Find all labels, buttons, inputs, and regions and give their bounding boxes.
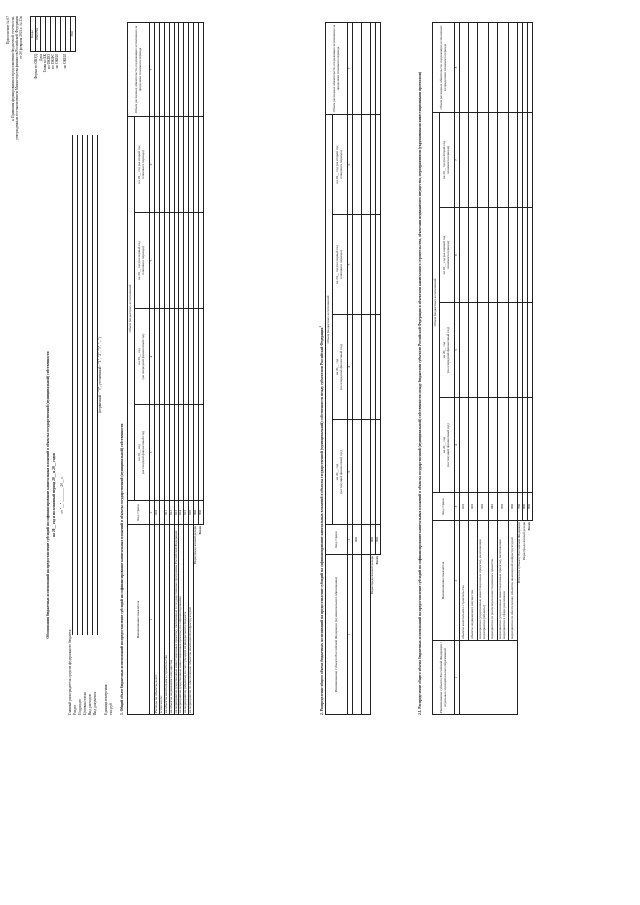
reserve-row: Нераспределенный резерв 800 [194, 23, 199, 715]
table-row: мероприятия (укрупненные инвестиционные проекты), включающие мероприятия (объекты) 030 [477, 23, 488, 715]
form-code: 0505790 [36, 17, 41, 52]
col-header-sub: (на очередной финансовый год) [141, 333, 145, 380]
col-header: на 20__ год [442, 436, 447, 454]
col-number: 6 [348, 115, 353, 215]
form-label: Форма по ОКУД [34, 54, 38, 80]
col-number: 4 [348, 315, 353, 420]
col-header-sub: (на текущий финансовый год) [446, 423, 450, 467]
col-header: на 20__ год (на первый год [442, 235, 447, 275]
table-row: мероприятия по реализации инвестиционных проектов 040 [488, 23, 497, 715]
document-date: от "__" ________ 20__ г. [60, 476, 64, 514]
col-header: Объем расходных обязательств, подлежащих исполнению за пределами планового периода [326, 23, 348, 115]
col-number: 8 [455, 23, 460, 113]
section3-title: 2.1. Распределение общего объема бюджетных ассигнований на предоставление субсидий на софинансирование капитальных вложений в объекты государственной (муниципальной) собственности между бюджетами субъектов Российской Федерации и объектами капитального строительства, объектами недвижимого имущества, мероприятиями (укрупненными инвестиционными проектами) [418, 72, 422, 715]
col-header: на 20__ год (на первый год [335, 245, 340, 284]
section2-table [325, 22, 381, 715]
col-header: Объем расходных обязательств, подлежащих исполнению за пределами планового периода [128, 23, 150, 117]
col-header: Наименование субъекта Российской Федерации (муниципального образования) [326, 555, 348, 715]
col-number: 2 [150, 501, 155, 525]
table-row: объекты капитального строительства 010 [459, 23, 468, 715]
appendix-line: от 20 февраля 2024 г. № 23н [19, 16, 23, 59]
table-row: мероприятия по обеспечению объектов инженерной инфраструктурой 060 [508, 23, 517, 715]
section3-table [432, 22, 533, 715]
table-row: на мероприятия (укрупненные инвестиционные проекты), включенные в государственные программы Российской Федерации 013 [174, 23, 179, 715]
footnote-mark: 1 [318, 326, 322, 328]
table-row: объекты недвижимого имущества 020 [468, 23, 477, 715]
field-label: Целевая статья [83, 692, 87, 715]
col-number: 5 [348, 215, 353, 315]
field-label: Раздел [73, 704, 77, 715]
col-number: 5 [455, 303, 460, 398]
col-header: Код строки [433, 493, 455, 521]
col-number: 1 [150, 525, 155, 715]
col-number: 4 [150, 309, 155, 405]
col-header: на 20__ год (на второй год [335, 145, 340, 184]
col-header: на 20__ год (на второй год [442, 141, 447, 179]
col-number: 6 [455, 208, 460, 303]
table-row: на объекты капитального строительства 011 [164, 23, 169, 715]
codes-header: Коды [31, 17, 36, 52]
subtotal-row: Итого по субъекту Российской Федерации 700 [517, 23, 522, 715]
col-number: 3 [150, 405, 155, 501]
field-label: Вид документа [93, 691, 97, 715]
col-number: 7 [455, 113, 460, 208]
col-header: Код строки [326, 525, 348, 555]
units-value: тыс.руб [109, 703, 113, 715]
codes-table [30, 16, 76, 52]
reserve-row: Нераспределенный резерв 800 [522, 23, 527, 715]
appendix-line: утвержденным постановлением Министерства финансов Российской Федерации [15, 16, 19, 140]
document-title-period: на 20__ год и на плановый период 20__ и 20__ годов [52, 453, 56, 537]
table-row: в том числе: [159, 23, 164, 715]
col-header-sub: (на очередной финансовый год) [339, 344, 343, 390]
col-number: 1 [348, 555, 353, 715]
col-header-group: Объем бюджетных ассигнований [128, 117, 135, 501]
units-label: Единица измерения: [104, 683, 108, 715]
table-row: Расходы на объекты, всего 010 [154, 23, 159, 715]
section1-title: 1. Общий объем бюджетных ассигнований на предоставление субсидий на софинансирование капитальных вложений в объекты государственной (муниципальной) собственности [120, 423, 124, 715]
col-number: 5 [150, 213, 155, 309]
col-number: 3 [455, 493, 460, 521]
section2-title: 2. Распределение общего объема бюджетных ассигнований на предоставление субсидий на софинансирование капитальных вложений в объекты государственной (муниципальной) собственности между субъектами Российской Федерации$^1$ [318, 326, 325, 715]
col-header-group: Объем бюджетных ассигнований [433, 113, 440, 493]
okfs-label: по ОКФС [51, 54, 55, 69]
total-row: Всего 900 [199, 23, 204, 715]
okei-code: 384 [71, 17, 76, 52]
field-label: Подраздел [78, 698, 82, 715]
col-number: 4 [455, 398, 460, 493]
document-title: Обоснования бюджетных ассигнований на предоставление субсидий на софинансирование капитальных вложений в объекты государственной (муниципальной) собственности [46, 351, 50, 639]
col-header-sub: (на текущий финансовый год) [339, 450, 343, 494]
col-header: на 20__ год (на второй год [137, 145, 142, 184]
okei-label: по ОКЕИ [63, 54, 67, 69]
field-label: Главный распорядитель средств федерального бюджета [68, 629, 72, 715]
col-header-sub: (на текущий финансовый год) [141, 430, 145, 475]
table-row: на мероприятия (укрупненные инвестиционные проекты) по софинансированию 014 [179, 23, 184, 715]
okpo-label: по ОКПО [47, 54, 51, 69]
col-number: 2 [348, 525, 353, 555]
col-header-sub: планового периода) [141, 150, 145, 179]
table-row [361, 23, 370, 715]
col-number: 1 [455, 641, 460, 715]
col-header-sub: (на очередной финансовый год) [446, 327, 450, 373]
col-header: на 20__ год [137, 348, 142, 365]
col-header-sub: планового периода) [141, 246, 145, 275]
col-header: на 20__ год [442, 341, 447, 359]
col-header-group: Объем бюджетных ассигнований [326, 115, 333, 525]
reserve-row: Нераспределенный резерв 800 [370, 23, 375, 715]
doc-type-hint: (первичный - "0", уточненный - "1", "2", "3", "...") [98, 337, 102, 413]
field-label: Вид расходов [88, 694, 92, 715]
col-header: Объем расходных обязательств, подлежащих исполнению за пределами планового периода [433, 23, 455, 113]
okogu-label: по ОКЕИ [55, 54, 59, 69]
col-header-sub: планового периода) [446, 145, 450, 175]
col-number: 7 [150, 23, 155, 117]
table-row: 000 [352, 23, 361, 715]
appendix-line: к Правилам формирования и представления бюджетной отчетности, [11, 16, 15, 121]
col-header: на 20__ год (на первый год [137, 241, 142, 280]
total-row: Всего 900 [527, 23, 532, 715]
section1-table [127, 22, 204, 715]
col-header: Наименование субъекта Российской Федерации / отдельных муниципальных образований [433, 641, 455, 715]
col-number: 3 [348, 420, 353, 525]
col-header: Наименование показателя [128, 525, 150, 715]
col-header: Наименование показателя [433, 521, 455, 641]
col-number: 7 [348, 23, 353, 115]
col-number: 2 [455, 521, 460, 641]
table-row: мероприятия (укрупненные инвестиционные проекты), включающие мероприятия в сфере реализации 050 [497, 23, 508, 715]
table-row: на объекты недвижимого имущества 012 [169, 23, 174, 715]
col-header: на 20__ год [335, 358, 340, 376]
col-header-sub: планового периода) [446, 240, 450, 270]
col-number: 6 [150, 117, 155, 213]
col-header: на 20__ год [137, 444, 142, 461]
date-label: Дата [39, 54, 43, 62]
table-row: на мероприятия по обеспечению объектов инженерной инфраструктурой 016 [189, 23, 194, 715]
col-header-sub: планового периода) [339, 250, 343, 279]
col-header-sub: планового периода) [339, 150, 343, 179]
table-row: на мероприятия (объекты) за счет субсидий из федерального бюджета 015 [184, 23, 189, 715]
col-header: Код строки [128, 501, 150, 525]
glava-label: Глава по БК [43, 54, 47, 73]
total-row: Всего 900 [375, 23, 380, 715]
col-header: на 20__ год [335, 463, 340, 481]
appendix-number: Приложение № 67 [6, 16, 10, 45]
